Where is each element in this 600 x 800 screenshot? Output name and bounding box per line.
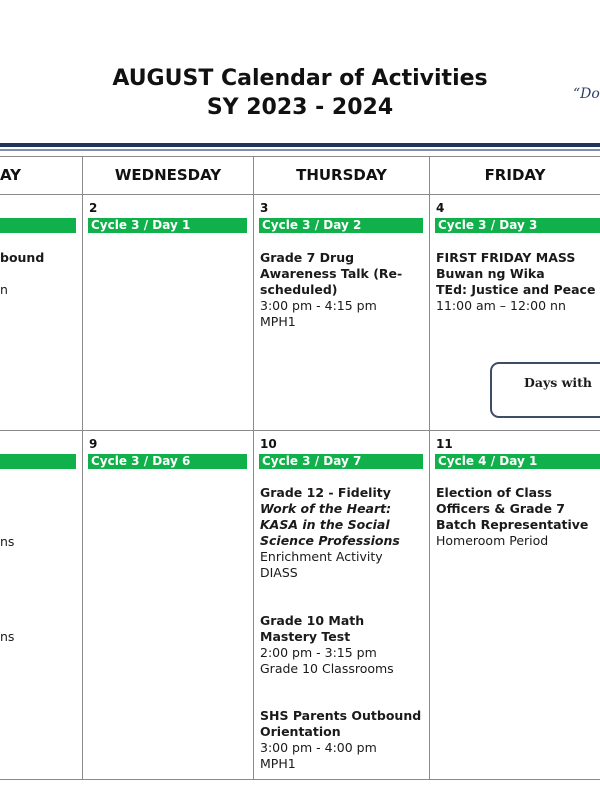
event-detail: Homeroom Period [436,533,549,548]
day-cell-aug-2 [83,195,253,430]
row-divider [0,779,600,780]
day-header-tuesday: AY [0,166,22,184]
title-line-2: SY 2023 - 2024 [206,95,394,120]
day-header-thursday: THURSDAY [296,166,387,184]
event-subtitle: TEd: Justice and Peace [436,282,596,297]
days-with-note-box [490,362,600,418]
day-cell-aug-10 [254,431,429,779]
title-line-1: AUGUST Calendar of Activities [112,66,488,91]
date-number: 2 [89,201,98,215]
event-title: Grade 10 Math Mastery Test [260,613,365,644]
date-number: 10 [260,437,277,451]
event-class-officers-election [436,485,600,549]
event-title: SHS Parents Outbound Orientation [260,708,422,739]
day-header-wednesday: WEDNESDAY [114,166,222,184]
event-time: 3:00 pm - 4:15 pm [260,298,377,313]
event-subtitle: Buwan ng Wika [436,266,545,281]
date-number: 9 [89,437,98,451]
event-subtitle: Work of the Heart: KASA in the Social Science Professions [260,501,400,548]
cycle-bar: Cycle 3 / Day 7 [259,454,423,469]
quote-fragment: “Do [573,86,600,102]
day-cell-aug-11 [430,431,600,779]
event-title: FIRST FRIDAY MASS [436,250,576,265]
event-detail: DIASS [260,565,298,580]
header-rule [0,143,600,147]
event-drug-awareness-talk [260,250,425,330]
event-title: Grade 12 - Fidelity [260,485,391,500]
event-grade12-fidelity [260,485,425,581]
cycle-bar [0,218,76,233]
event-time: 11:00 am – 12:00 nn [436,298,566,313]
page-title [0,64,600,122]
cycle-bar: Cycle 3 / Day 3 [435,218,600,233]
event-detail: Enrichment Activity [260,549,383,564]
date-number: 4 [436,201,445,215]
day-cell-tuesday-week1 [0,195,82,430]
event-title: Grade 7 Drug Awareness Talk (Re-scheduled) [260,250,403,297]
cycle-bar: Cycle 3 / Day 1 [88,218,247,233]
event-fragment: bound [0,250,45,265]
cycle-bar: Cycle 3 / Day 2 [259,218,423,233]
event-time: 2:00 pm - 3:15 pm [260,645,377,660]
calendar-grid [0,156,600,780]
event-fragment: ns [0,629,15,644]
event-fragment: n [0,282,8,297]
date-number: 11 [436,437,453,451]
event-venue: Grade 10 Classrooms [260,661,394,676]
event-title: Election of Class Officers & Grade 7 Batch Representative [436,485,589,532]
day-cell-aug-3 [254,195,429,430]
event-first-friday-mass [436,250,600,314]
note-text: Days with [524,375,592,390]
header-rule-thin [0,149,600,151]
day-header-friday: FRIDAY [484,166,546,184]
event-grade10-math-test [260,613,425,677]
cycle-bar: Cycle 4 / Day 1 [435,454,600,469]
day-cell-aug-9 [83,431,253,779]
cycle-bar [0,454,76,469]
cycle-bar: Cycle 3 / Day 6 [88,454,247,469]
date-number: 3 [260,201,269,215]
event-shs-parents-orientation [260,708,425,772]
event-time: 3:00 pm - 4:00 pm [260,740,377,755]
event-venue: MPH1 [260,314,296,329]
event-fragment: ns [0,534,15,549]
event-venue: MPH1 [260,756,296,771]
day-cell-tuesday-week2 [0,431,82,779]
